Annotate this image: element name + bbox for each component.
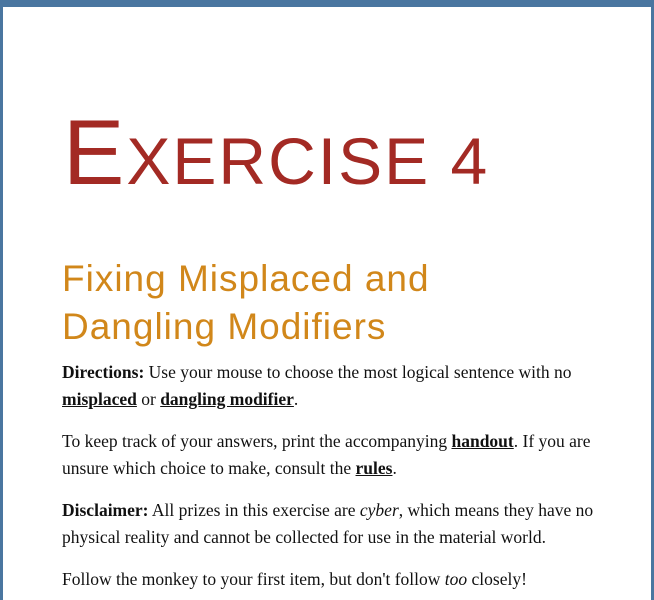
- subtitle-line-2: Dangling Modifiers: [62, 306, 387, 347]
- disclaimer-text-2: , which means they have no physical reality and cannot be collected for use in the material world.: [62, 500, 594, 547]
- page-title: [63, 102, 490, 204]
- disclaimer-label: Disclaimer:: [62, 500, 149, 520]
- title-initial: E: [63, 102, 127, 204]
- follow-text-2: closely!: [467, 569, 527, 589]
- directions-label: Directions:: [62, 362, 145, 382]
- title-rest: XERCISE 4: [126, 124, 490, 198]
- dangling-modifier-link[interactable]: dangling modifier: [160, 389, 294, 409]
- handout-link[interactable]: handout: [451, 431, 514, 451]
- page: [3, 7, 651, 600]
- subtitle-line-1: Fixing Misplaced and: [62, 258, 430, 299]
- tracking-text-1: To keep track of your answers, print the accompanying: [62, 431, 452, 451]
- disclaimer-paragraph: [62, 497, 622, 551]
- misplaced-link[interactable]: misplaced: [62, 389, 137, 409]
- directions-text-3: .: [293, 389, 299, 409]
- tracking-text-3: .: [392, 458, 397, 478]
- directions-paragraph: [62, 359, 622, 413]
- rules-link[interactable]: rules: [355, 458, 393, 478]
- disclaimer-italic: cyber: [359, 500, 399, 520]
- follow-text-1: Follow the monkey to your first item, but don't follow: [62, 569, 445, 589]
- directions-text-2: or: [136, 389, 161, 409]
- page-subtitle: [62, 255, 622, 351]
- instructions-body: [62, 359, 622, 600]
- tracking-paragraph: [62, 428, 622, 482]
- tracking-text-2: . If you are unsure which choice to make, consult the: [62, 431, 591, 478]
- follow-italic: too: [444, 569, 468, 589]
- disclaimer-text-1: All prizes in this exercise are: [148, 500, 360, 520]
- follow-paragraph: [62, 566, 622, 593]
- directions-text-1: Use your mouse to choose the most logical sentence with no: [144, 362, 572, 382]
